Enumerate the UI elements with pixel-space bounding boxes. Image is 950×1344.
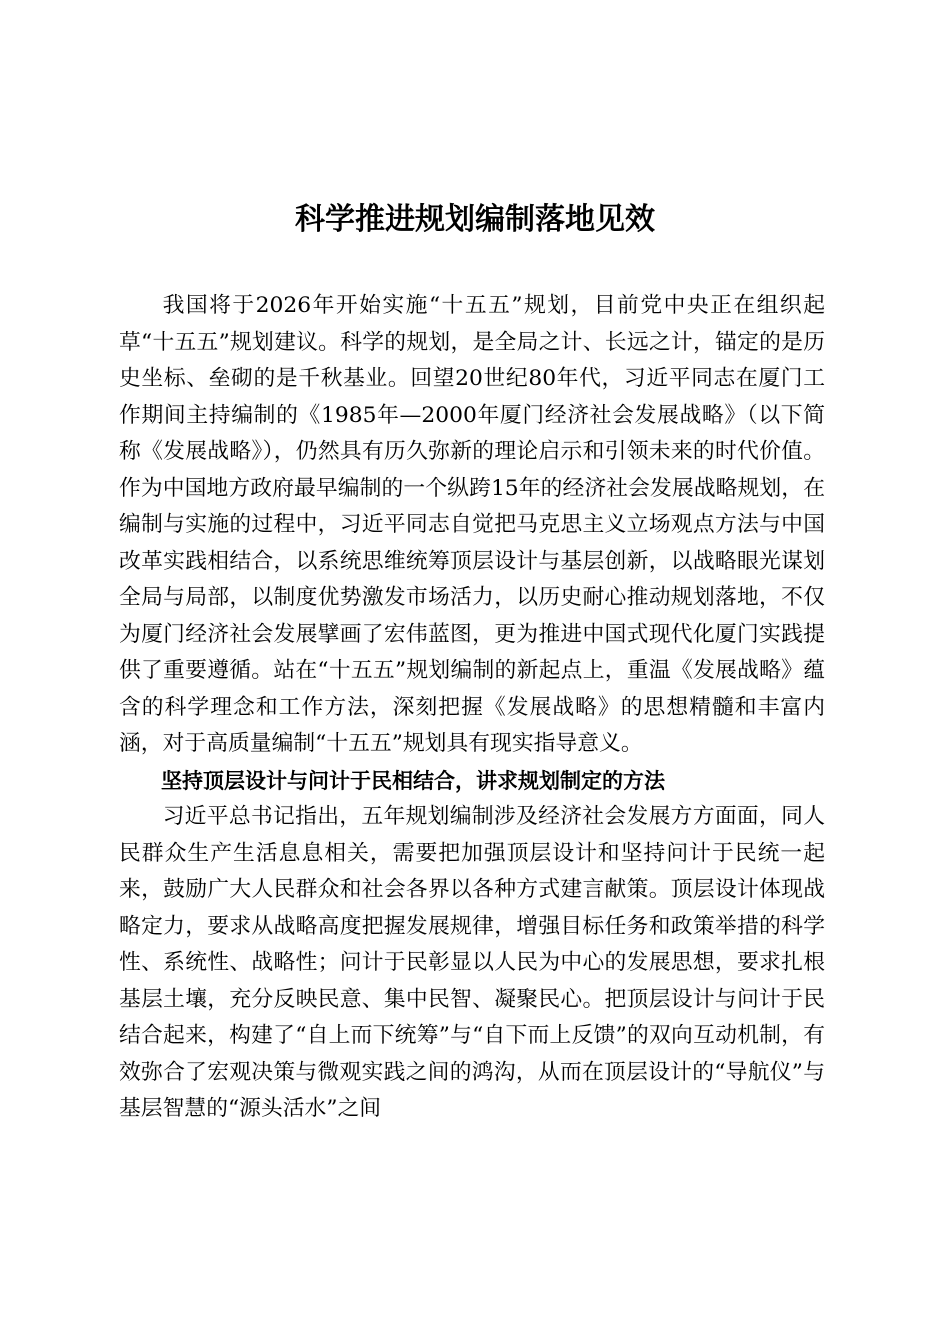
- document-title: 科学推进规划编制落地见效: [295, 202, 655, 237]
- section-heading: 坚持顶层设计与问计于民相结合，讲求规划制定的方法: [161, 768, 665, 793]
- document-body: [119, 288, 825, 1128]
- section-paragraph: 习近平总书记指出，五年规划编制涉及经济社会发展方方面面，同人民群众生产生活息息相关，需要把加强顶层设计和坚持问计于民统一起来，鼓励广大人民群众和社会各界以各种方式建言献策。顶层设计体现战略定力，要求从战略高度把握发展规律，增强目标任务和政策举措的科学性、系统性、战略性；问计于民彰显以人民为中心的发展思想，要求扎根基层土壤，充分反映民意、集中民智、凝聚民心。把顶层设计与问计于民结合起来，构建了“自上而下统筹”与“自下而上反馈”的双向互动机制，有效弥合了宏观决策与微观实践之间的鸿沟，从而在顶层设计的“导航仪”与基层智慧的“源头活水”之间: [119, 804, 825, 1121]
- intro-paragraph: 我国将于2026年开始实施“十五五”规划，目前党中央正在组织起草“十五五”规划建议。科学的规划，是全局之计、长远之计，锚定的是历史坐标、垒砌的是千秋基业。回望20世纪80年代，习近平同志在厦门工作期间主持编制的《1985年—2000年厦门经济社会发展战略》（以下简称《发展战略》），仍然具有历久弥新的理论启示和引领未来的时代价值。作为中国地方政府最早编制的一个纵跨15年的经济社会发展战略规划，在编制与实施的过程中，习近平同志自觉把马克思主义立场观点方法与中国改革实践相结合，以系统思维统筹顶层设计与基层创新，以战略眼光谋划全局与局部，以制度优势激发市场活力，以历史耐心推动规划落地，不仅为厦门经济社会发展擘画了宏伟蓝图，更为推进中国式现代化厦门实践提供了重要遵循。站在“十五五”规划编制的新起点上，重温《发展战略》蕴含的科学理念和工作方法，深刻把握《发展战略》的思想精髓和丰富内涵，对于高质量编制“十五五”规划具有现实指导意义。: [119, 293, 825, 756]
